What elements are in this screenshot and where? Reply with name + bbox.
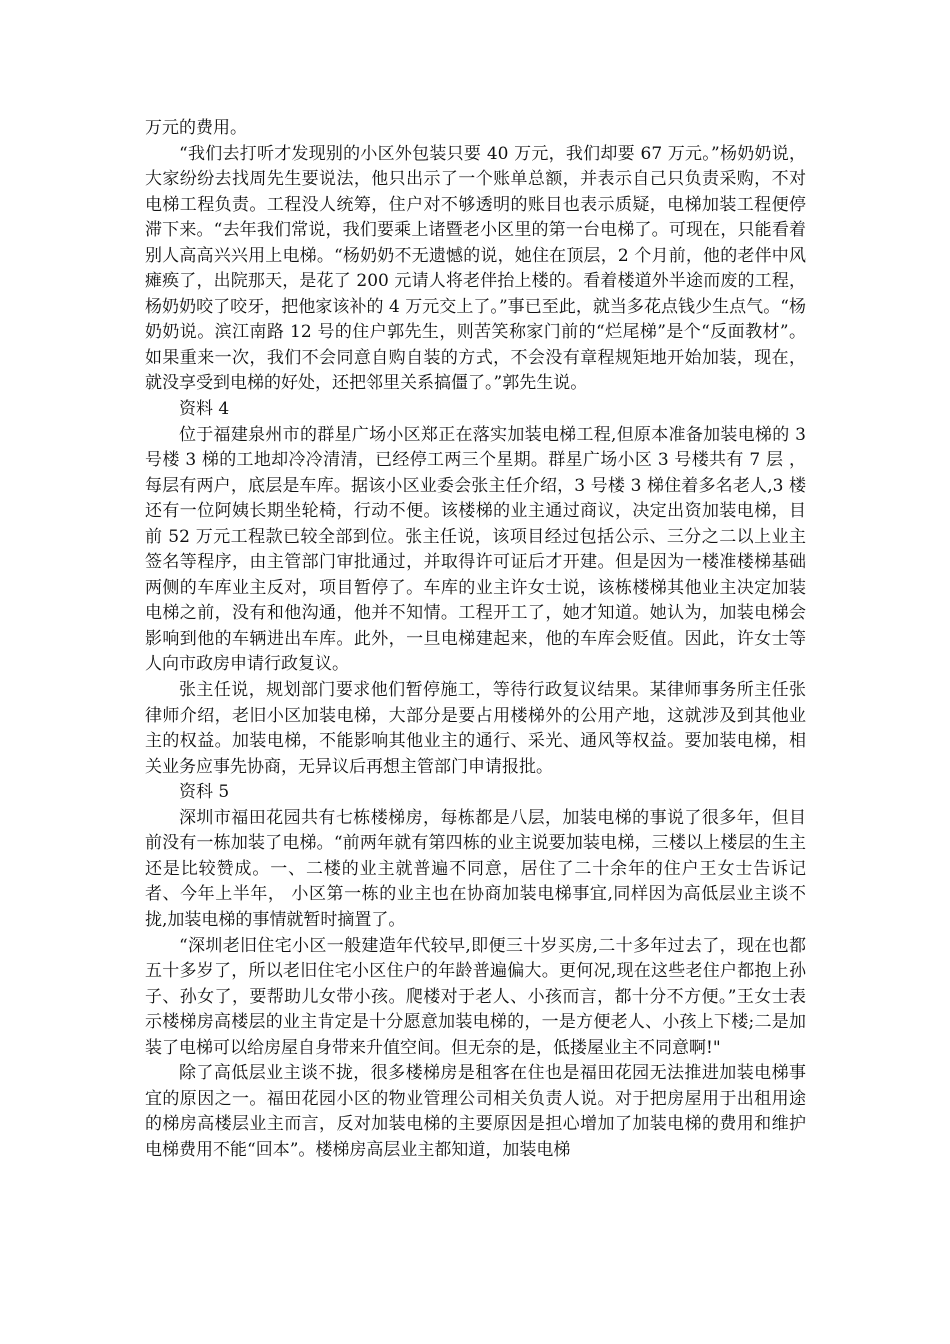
paragraph-old-residents: “深圳老旧住宅小区一般建造年代较早,即便三十岁买房,二十多年过去了，现在也都五十多岁了，所以老旧住宅小区住户的年龄普遍偏大。更何况,现在这些老住户都抱上孙子、孙女了，要帮助儿女带小孩。爬楼对于老人、小孩而言，都十分不方便。”王女士表示楼梯房高楼层的业主肯定是十分愿意加装电梯的，一是方便老人、小孩上下楼;二是加装了电梯可以给房屋自身带来升值空间。但无奈的是，低搂屋业主不同意啊!" [145, 935, 806, 1058]
section-heading-material-5: 资科 5 [179, 782, 230, 803]
section-heading-material-4: 资料 4 [179, 399, 230, 420]
paragraph-yang-grandma: “我们去打听才发现别的小区外包装只要 40 万元，我们却要 67 万元。”杨奶奶说，大家纷纷去找周先生要说法，他只出示了一个账单总额，并表示自己只负责采购，不对电梯工程负责。工程没人统筹，住户对不够透明的账目也表示质疑，电梯加装工程便停滞下来。“去年我们常说，我们要乘上诸暨老小区里的第一台电梯了。可现在，只能看着别人高高兴兴用上电梯。“杨奶奶不无遗憾的说，她住在顶层，2 个月前，他的老伴中风瘫痪了，出院那天，是花了 200 元请人将老伴抬上楼的。看着楼道外半途而废的工程，杨奶奶咬了咬牙，把他家该补的 4 万元交上了。”事已至此，就当多花点钱少生点气。“杨奶奶说。滨江南路 12 号的住户郭先生，则苦笑称家门前的“烂尾梯”是个“反面教材”。如果重来一次，我们不会同意自购自装的方式，不会没有章程规矩地开始加装，现在，就没享受到电梯的好处，还把邻里关系搞僵了。”郭先生说。 [145, 143, 806, 394]
paragraph-shenzhen-futian: 深圳市福田花园共有七栋楼梯房，每栋都是八层，加装电梯的事说了很多年，但目前没有一栋加装了电梯。“前两年就有第四栋的业主说要加装电梯，三楼以上楼层的生主还是比较赞成。一、二楼的业主就普遍不同意，居住了二十余年的住户王女士告诉记者、今年上半年， 小区第一栋的业主也在协商加装电梯事宜,同样因为高低层业主谈不拢,加装电梯的事情就暂时摘置了。 [145, 807, 806, 930]
document-body [145, 116, 806, 1163]
paragraph-quanzhou: 位于福建泉州市的群星广场小区郑正在落实加装电梯工程,但原本准备加装电梯的 3 号楼 3 梯的工地却冷冷清清，已经停工两三个星期。群星广场小区 3 号楼共有 7 层 ，每层有两户，底层是车库。据该小区业委会张主任介绍，3 号楼 3 梯住着多名老人,3 楼还有一位阿姨长期坐轮椅，行动不便。该楼梯的业主通过商议，决定出资加装电梯，目前 52 万元工程款已较全部到位。张主任说，该项目经过包括公示、三分之二以上业主签名等程序，由主管部门审批通过，并取得许可证后才开建。但是因为一楼准楼梯基础两侧的车库业主反对，项目暂停了。车库的业主许女士说，该栋楼梯其他业主决定加装电梯之前，没有和他沟通，他并不知情。工程开工了，她才知道。她认为，加装电梯会影响到他的车辆进出车库。此外，一旦电梯建起来，他的车库会贬值。因此，许女士等人向市政房申请行政复议。 [145, 424, 806, 675]
paragraph-tenants: 除了高低层业主谈不拢，很多楼梯房是租客在住也是福田花园无法推进加装电梯事宜的原因之一。福田花园小区的物业管理公司相关负责人说。对于把房屋用于出租用途的梯房高楼层业主而言，反对加装电梯的主要原因是担心增加了加装电梯的费用和维护电梯费用不能“回本”。楼梯房高层业主都知道，加装电梯 [145, 1063, 806, 1160]
paragraph-continuation: 万元的费用。 [145, 118, 247, 138]
paragraph-director-zhang: 张主任说，规划部门要求他们暂停施工，等待行政复议结果。某律师事务所主任张律师介绍，老旧小区加装电梯，大部分是要占用楼梯外的公用产地，这就涉及到其他业主的权益。加装电梯，不能影响其他业主的通行、采光、通风等权益。要加装电梯，相关业务应事先协商，无异议后再想主管部门申请报批。 [145, 680, 806, 777]
